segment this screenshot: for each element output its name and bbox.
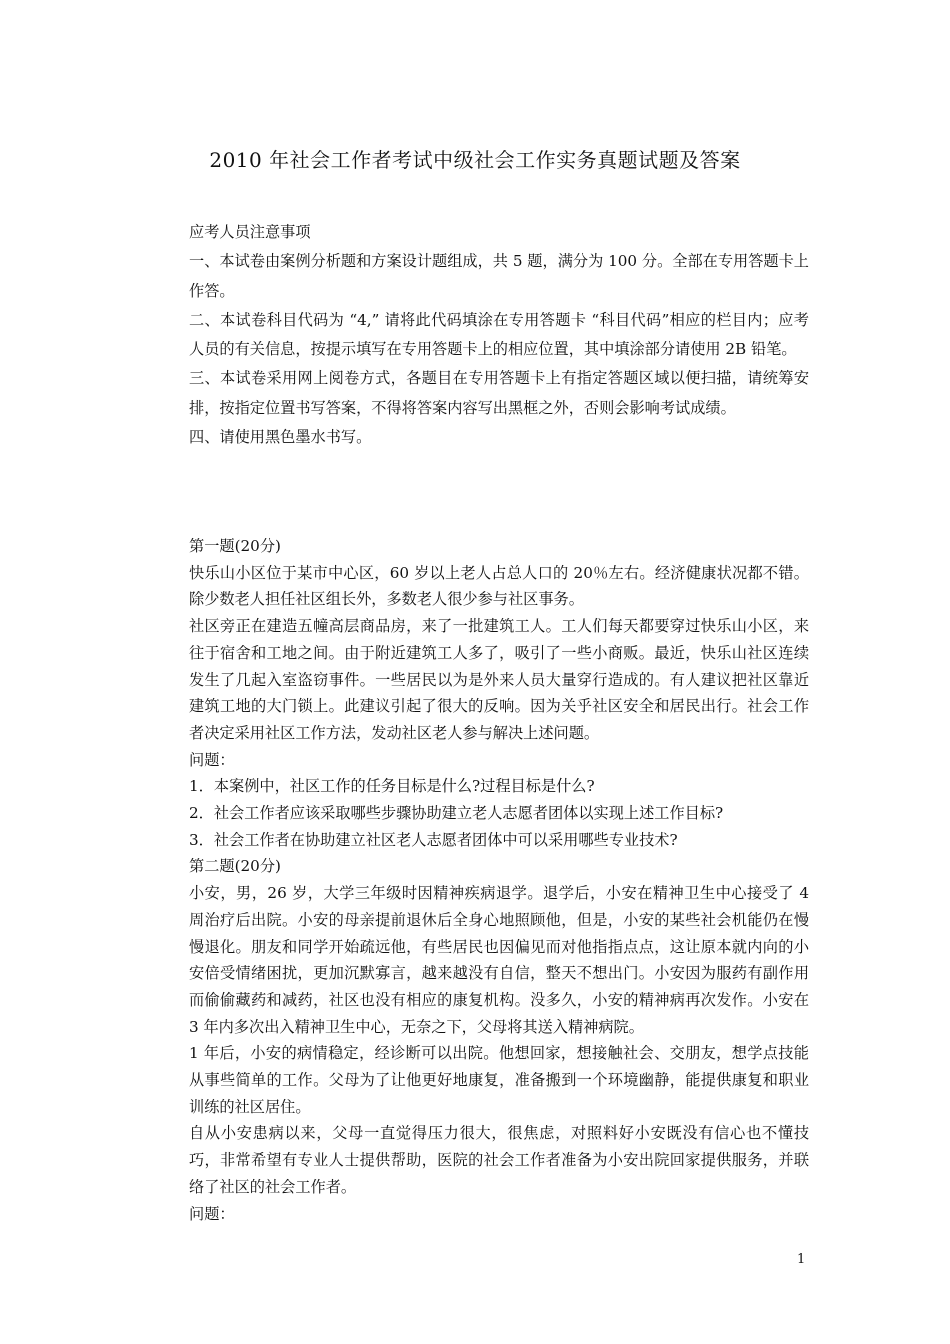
page-number: 1 [797, 1252, 806, 1267]
document-title: 2010 年社会工作者考试中级社会工作实务真题试题及答案 [209, 148, 741, 172]
question1-item: 2．社会工作者应该采取哪些步骤协助建立老人志愿者团体以实现上述工作目标? [189, 804, 724, 823]
question1-paragraph: 社区旁正在建造五幢高层商品房，来了一批建筑工人。工人们每天都要穿过快乐山小区，来往于宿舍和工地之间。由于附近建筑工人多了，吸引了一些小商贩。最近，快乐山社区连续发生了几起入室盗窃事件。一些居民以为是外来人员大量穿行造成的。有人建议把社区靠近建筑工地的大门锁上。此建议引起了很大的反响。因为关乎社区安全和居民出行。社会工作者决定采用社区工作方法，发动社区老人参与解决上述问题。 [189, 617, 809, 742]
question1-heading: 第一题(20分) [189, 537, 281, 555]
question1-item: 3．社会工作者在协助建立社区老人志愿者团体中可以采用哪些专业技术? [189, 830, 678, 849]
question2-questions-label: 问题： [189, 1204, 235, 1223]
exam-notice-section [189, 218, 809, 452]
question1-paragraph: 快乐山小区位于某市中心区，60 岁以上老人占总人口的 20％左右。经济健康状况都不错。除少数老人担任社区组长外，多数老人很少参与社区事务。 [189, 563, 809, 609]
notice-item: 三、本试卷采用网上阅卷方式，各题目在专用答题卡上有指定答题区域以便扫描，请统筹安排，按指定位置书写答案，不得将答案内容写出黑框之外，否则会影响考试成绩。 [189, 369, 809, 417]
notice-item: 四、请使用黑色墨水书写。 [189, 428, 372, 447]
questions-section [189, 533, 809, 1227]
question2-paragraph: 1 年后，小安的病情稳定，经诊断可以出院。他想回家，想接触社会、交朋友，想学点技能从事些简单的工作。父母为了让他更好地康复，准备搬到一个环境幽静，能提供康复和职业训练的社区居住。 [189, 1044, 809, 1116]
notice-item: 一、本试卷由案例分析题和方案设计题组成，共 5 题，满分为 100 分。全部在专用答题卡上作答。 [189, 252, 809, 300]
question1-questions-label: 问题： [189, 750, 235, 769]
question2-paragraph: 自从小安患病以来，父母一直觉得压力很大，很焦虑，对照料好小安既没有信心也不懂技巧，非常希望有专业人士提供帮助，医院的社会工作者准备为小安出院回家提供服务，并联络了社区的社会工作者。 [189, 1124, 809, 1196]
notice-item: 二、本试卷科目代码为 “4,” 请将此代码填涂在专用答题卡 “科目代码”相应的栏目内；应考人员的有关信息，按提示填写在专用答题卡上的相应位置，其中填涂部分请使用 2B 铅笔。 [189, 310, 809, 359]
question2-paragraph: 小安，男，26 岁，大学三年级时因精神疾病退学。退学后，小安在精神卫生中心接受了 4 周治疗后出院。小安的母亲提前退休后全身心地照顾他，但是，小安的某些社会机能仍在慢慢退化。朋友和同学开始疏远他，有些居民也因偏见而对他指指点点，这让原本就内向的小安倍受情绪困扰，更加沉默寡言，越来越没有自信，整天不想出门。小安因为服药有副作用而偷偷藏药和减药，社区也没有相应的康复机构。没多久，小安的精神病再次发作。小安在 3 年内多次出入精神卫生中心，无奈之下，父母将其送入精神病院。 [189, 884, 809, 1036]
question2-heading: 第二题(20分) [189, 857, 281, 876]
notice-heading: 应考人员注意事项 [189, 223, 311, 241]
question1-item: 1．本案例中，社区工作的任务目标是什么?过程目标是什么? [189, 777, 595, 796]
